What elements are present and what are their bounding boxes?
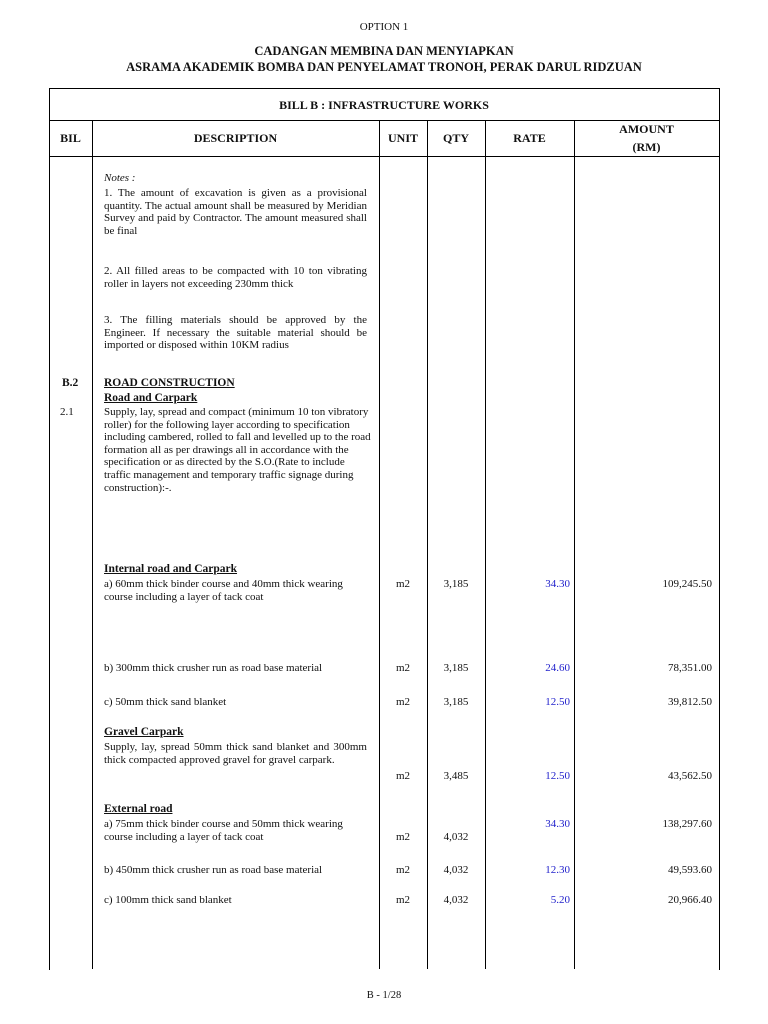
item-rate: 34.30 xyxy=(545,578,570,590)
item-unit: m2 xyxy=(395,831,411,843)
column-header-qty: QTY xyxy=(442,131,469,145)
item-amount: 138,297.60 xyxy=(662,818,712,830)
item-qty: 4,032 xyxy=(443,831,469,843)
item-amount: 43,562.50 xyxy=(668,770,712,782)
item-rate: 5.20 xyxy=(550,894,570,906)
item-unit: m2 xyxy=(395,770,411,782)
item-unit: m2 xyxy=(395,578,411,590)
item-description: b) 300mm thick crusher run as road base material xyxy=(104,662,323,674)
column-header-amount-unit: (RM) xyxy=(632,140,661,154)
divider xyxy=(49,120,719,121)
item-rate: 12.50 xyxy=(545,696,570,708)
item-qty: 3,185 xyxy=(443,662,469,674)
note-2: 2. All filled areas to be compacted with 10 ton vibrating roller in layers not exceeding 230mm thick xyxy=(104,265,367,290)
item-amount: 109,245.50 xyxy=(662,578,712,590)
item-qty: 3,185 xyxy=(443,578,469,590)
item-amount: 78,351.00 xyxy=(668,662,712,674)
item-description: a) 75mm thick binder course and 50mm thick wearing course including a layer of tack coat xyxy=(104,818,343,843)
item-rate: 34.30 xyxy=(545,818,570,830)
column-divider xyxy=(485,120,486,969)
note-3: 3. The filling materials should be approved by the Engineer. If necessary the suitable material should be imported or disposed within 10KM radius xyxy=(104,314,367,352)
option-label: OPTION 1 xyxy=(359,21,409,33)
bill-title: BILL B : INFRASTRUCTURE WORKS xyxy=(279,98,489,112)
column-header-bil: BIL xyxy=(60,131,81,145)
section-subtitle: Road and Carpark xyxy=(104,392,198,404)
item-unit: m2 xyxy=(395,864,411,876)
column-header-description: DESCRIPTION xyxy=(193,131,278,145)
item-amount: 39,812.50 xyxy=(668,696,712,708)
column-header-amount: AMOUNT xyxy=(619,122,674,136)
item-rate: 24.60 xyxy=(545,662,570,674)
item-rate: 12.30 xyxy=(545,864,570,876)
item-bil: 2.1 xyxy=(60,406,74,418)
group-gravel-carpark: Gravel Carpark xyxy=(104,726,184,738)
section-bil: B.2 xyxy=(62,377,79,389)
item-description: a) 60mm thick binder course and 40mm thick wearing course including a layer of tack coat xyxy=(104,578,343,603)
divider xyxy=(49,156,719,157)
item-unit: m2 xyxy=(395,696,411,708)
item-unit: m2 xyxy=(395,662,411,674)
document-title-line2: ASRAMA AKADEMIK BOMBA DAN PENYELAMAT TRONOH, PERAK DARUL RIDZUAN xyxy=(126,60,642,74)
page-number: B - 1/28 xyxy=(366,990,402,1001)
item-description: c) 50mm thick sand blanket xyxy=(104,696,227,708)
item-description: c) 100mm thick sand blanket xyxy=(104,894,232,906)
column-divider xyxy=(92,120,93,969)
section-title: ROAD CONSTRUCTION xyxy=(104,377,235,389)
item-unit: m2 xyxy=(395,894,411,906)
document-title-line1: CADANGAN MEMBINA DAN MENYIAPKAN xyxy=(254,44,514,58)
item-rate: 12.50 xyxy=(545,770,570,782)
item-qty: 4,032 xyxy=(443,864,469,876)
column-header-rate: RATE xyxy=(513,131,546,145)
item-qty: 3,185 xyxy=(443,696,469,708)
item-qty: 3,485 xyxy=(443,770,469,782)
item-description: b) 450mm thick crusher run as road base material xyxy=(104,864,323,876)
column-divider xyxy=(574,120,575,969)
group-internal-road: Internal road and Carpark xyxy=(104,563,238,575)
item-description: Supply, lay, spread and compact (minimum 10 ton vibratory roller) for the following layer according to specification including cambered, rolled to fall and levelled up to the road formation all as per drawings all in accordance with the specification or as directed by the S.O.(Rate to include traffic management and temporary traffic signage during construction):-. xyxy=(104,406,371,494)
item-amount: 49,593.60 xyxy=(668,864,712,876)
notes-heading: Notes : xyxy=(104,172,136,184)
column-header-unit: UNIT xyxy=(387,131,418,145)
gravel-description: Supply, lay, spread 50mm thick sand blanket and 300mm thick compacted approved gravel for gravel carpark. xyxy=(104,741,367,766)
note-1: 1. The amount of excavation is given as a provisional quantity. The actual amount shall be measured by Meridian Survey and paid by Contractor. The amount measured shall be final xyxy=(104,187,367,237)
group-external-road: External road xyxy=(104,803,173,815)
item-qty: 4,032 xyxy=(443,894,469,906)
item-amount: 20,966.40 xyxy=(668,894,712,906)
